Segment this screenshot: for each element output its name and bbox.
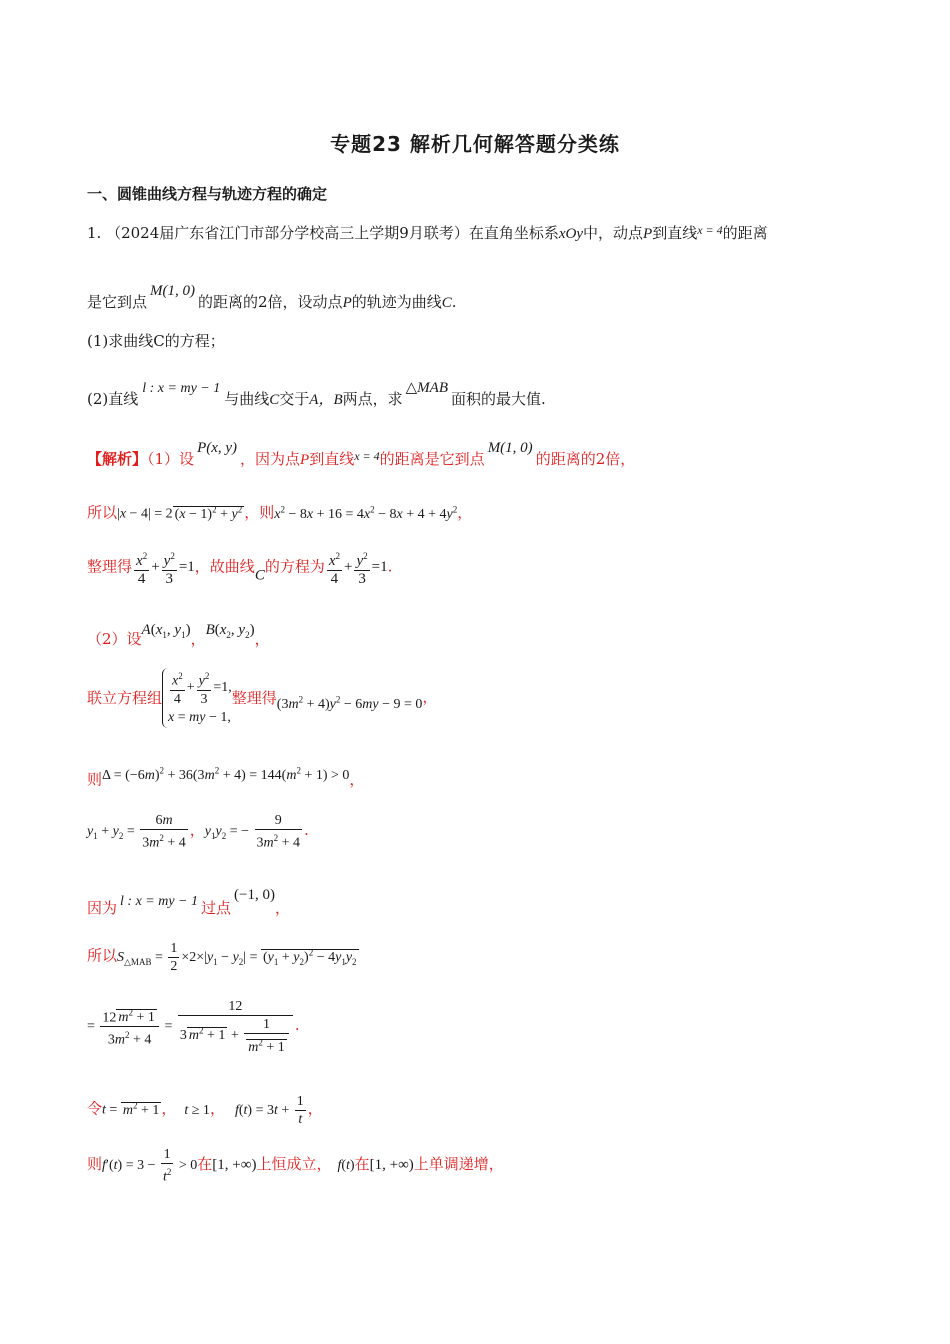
solution-line-6: 则$\Delta = (-6m)^2 + 36(3m^2 + 4) = 144(m^2 + 1) > 0$， (87, 765, 365, 789)
solution-line-12: 则f′(t) = 3 − $\frac{1}{t^2}$ > 0在[1, +∞)上恒成立， f(t)在[1, +∞)上单调递增， (87, 1147, 504, 1185)
solution-line-7: $y_1 + y_2$ = $\frac{6m}{3m^2 + 4}$ ，$y_1y_2$ = − $\frac{9}{3m^2 + 4}$ . (87, 813, 309, 851)
solution-line-10: = $\frac{12 m^2 + 1}{3m^2 + 4}$ = 12 3 $m^2 + 1$ + $\frac{1}{m^2 + 1}$ . (87, 999, 300, 1055)
problem-line-2: 是它到点M(1, 0)的距离的2倍，设动点P的轨迹为曲线C. (87, 283, 457, 311)
page-title: 专题23 解析几何解答题分类练 (330, 132, 620, 156)
question-2: (2)直线l : x = my − 1与曲线C交于A，B两点，求△MAB面积的最大值. (87, 380, 546, 408)
solution-line-2: 所以|x − 4| = 2 $(x - 1)^2 + y^2$ ，则$x^2 - 8x + 16 = 4x^2 - 8x + 4 + 4y^2$， (87, 503, 473, 522)
solution-line-1: 【解析】（1）设P(x, y)，因为点P到直线$^{x = 4}$的距离是它到点M(1, 0)的距离的2倍， (87, 440, 636, 468)
solution-line-11: 令$t = m^2 + 1$ ， t ≥ 1， f(t) = 3t + $\frac{1}{t}$ ， (87, 1093, 323, 1127)
question-1: (1)求曲线C的方程； (87, 332, 225, 350)
problem-line-1: 1. （2024届广东省江门市部分学校高三上学期9月联考）在直角坐标系xOy中，动点P到直线$^{x = 4}$的距离 (87, 223, 768, 242)
section-heading: 一、圆锥曲线方程与轨迹方程的确定 (87, 185, 328, 203)
solution-line-3: 整理得 $\frac{x^2}{4}$ + $\frac{y^2}{3}$ =1，故曲线C的方程为 $\frac{x^2}{4}$ + $\frac{y^2}{3}$ =1. (87, 548, 392, 592)
solution-line-5: 联立方程组 $\frac{x^2}{4}$ + $\frac{y^2}{3}$ =1, x = my − 1, 整理得$(3m^2 + 4)y^2 - 6my - 9 = 0$， (87, 668, 437, 728)
solution-line-9: 所以$S_{\triangle MAB}$ = $\frac{1}{2}$ $\times 2\times|y_1 - y_2| = (y_1 + y_2)^2 - 4y_1y_2$ (87, 940, 357, 974)
solution-line-8: 因为 l : x = my − 1 过点(−1, 0)， (87, 887, 290, 917)
equation: |x − 4| = 2 $(x - 1)^2 + y^2$ (117, 504, 243, 522)
solution-line-4: （2）设$A(x_1$, $y_1$)，$B(x_2$, $y_2$)， (87, 622, 270, 648)
